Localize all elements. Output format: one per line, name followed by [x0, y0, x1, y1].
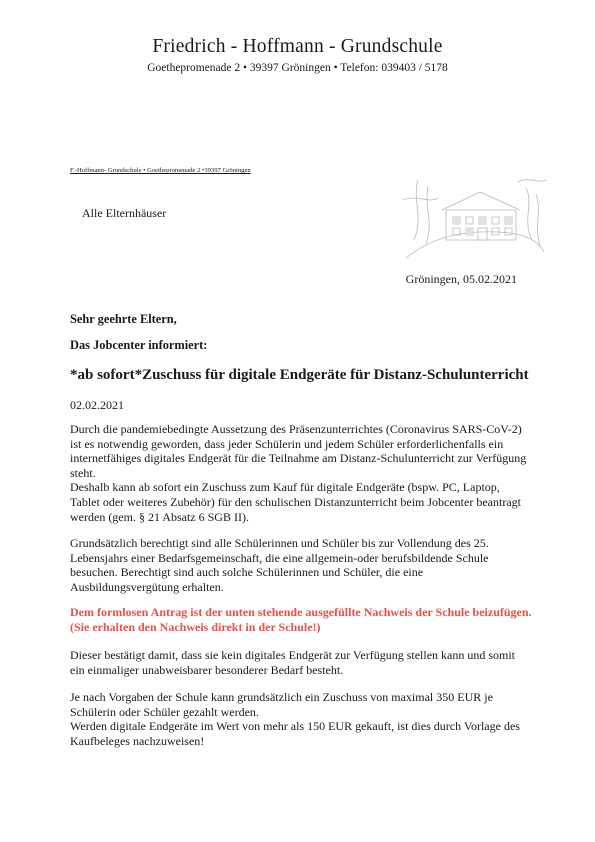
paragraph-text: Je nach Vorgaben der Schule kann grundsätzlich ein Zuschuss von maximal 350 EUR je Schülerin oder Schüler gezahlt werden. — [70, 690, 493, 719]
paragraph-text: Deshalb kann ab sofort ein Zuschuss zum Kauf für digitale Endgeräte (bspw. PC, Laptop, Tablet oder weiteres Zubehör) für den schulischen Distanzunterricht beim Jobcenter beantragt werden (gem. § 21 Absatz 6 SGB II). — [70, 480, 521, 524]
salutation: Sehr geehrte Eltern, — [70, 312, 177, 326]
document-date: 02.02.2021 — [70, 398, 124, 412]
paragraph-situation — [70, 422, 532, 524]
paragraph-text: Werden digitale Endgeräte im Wert von mehr als 150 EUR gekauft, ist dies durch Vorlage des Kaufbeleges nachzuweisen! — [70, 719, 520, 748]
headline: *ab sofort*Zuschuss für digitale Endgeräte für Distanz-Schulunterricht — [70, 367, 529, 383]
school-building-image — [398, 170, 548, 268]
date-place: Gröningen, 05.02.2021 — [405, 272, 517, 286]
school-address: Goethepromenade 2 • 39397 Gröningen • Telefon: 039403 / 5178 — [147, 62, 448, 74]
paragraph-text: Dieser bestätigt damit, dass sie kein digitales Endgerät zur Verfügung stellen kann und somit ein einmaliger unabweisbarer besonderer Bedarf besteht. — [70, 648, 516, 677]
recipient: Alle Elternhäuser — [82, 206, 167, 220]
intro-line: Das Jobcenter informiert: — [70, 338, 208, 352]
paragraph-text: Durch die pandemiebedingte Aussetzung des Präsenzunterrichtes (Coronavirus SARS-CoV-2) ist es notwendig geworden, dass jeder Schülerin und jedem Schüler erforderlichenfalls ein internetfähiges digitales Endgerät für die Teilnahme am Distanz-Schulunterricht zur Verfügung steht. — [70, 422, 527, 480]
paragraph-text: Dem formlosen Antrag ist der unten stehende ausgefüllte Nachweis der Schule beizufügen. (Sie erhalten den Nachweis direkt in der Schule!) — [70, 605, 532, 634]
paragraph-notice — [70, 605, 532, 634]
paragraph-text: Grundsätzlich berechtigt sind alle Schülerinnen und Schüler bis zur Vollendung des 25. Lebensjahrs einer Bedarfsgemeinschaft, die eine allgemein-oder berufsbildende Schule besuchen. Berechtigt sind auch solche Schülerinnen und Schüler, die eine Ausbildungsvergütung erhalten. — [70, 536, 489, 594]
paragraph-amount — [70, 690, 532, 748]
paragraph-eligibility — [70, 536, 532, 594]
paragraph-confirmation — [70, 648, 532, 677]
school-name: Friedrich - Hoffmann - Grundschule — [152, 36, 443, 57]
sender-address-line: F.-Hoffmann- Grundschule • Goethepromenade 2 •39397 Gröningen — [70, 167, 251, 174]
